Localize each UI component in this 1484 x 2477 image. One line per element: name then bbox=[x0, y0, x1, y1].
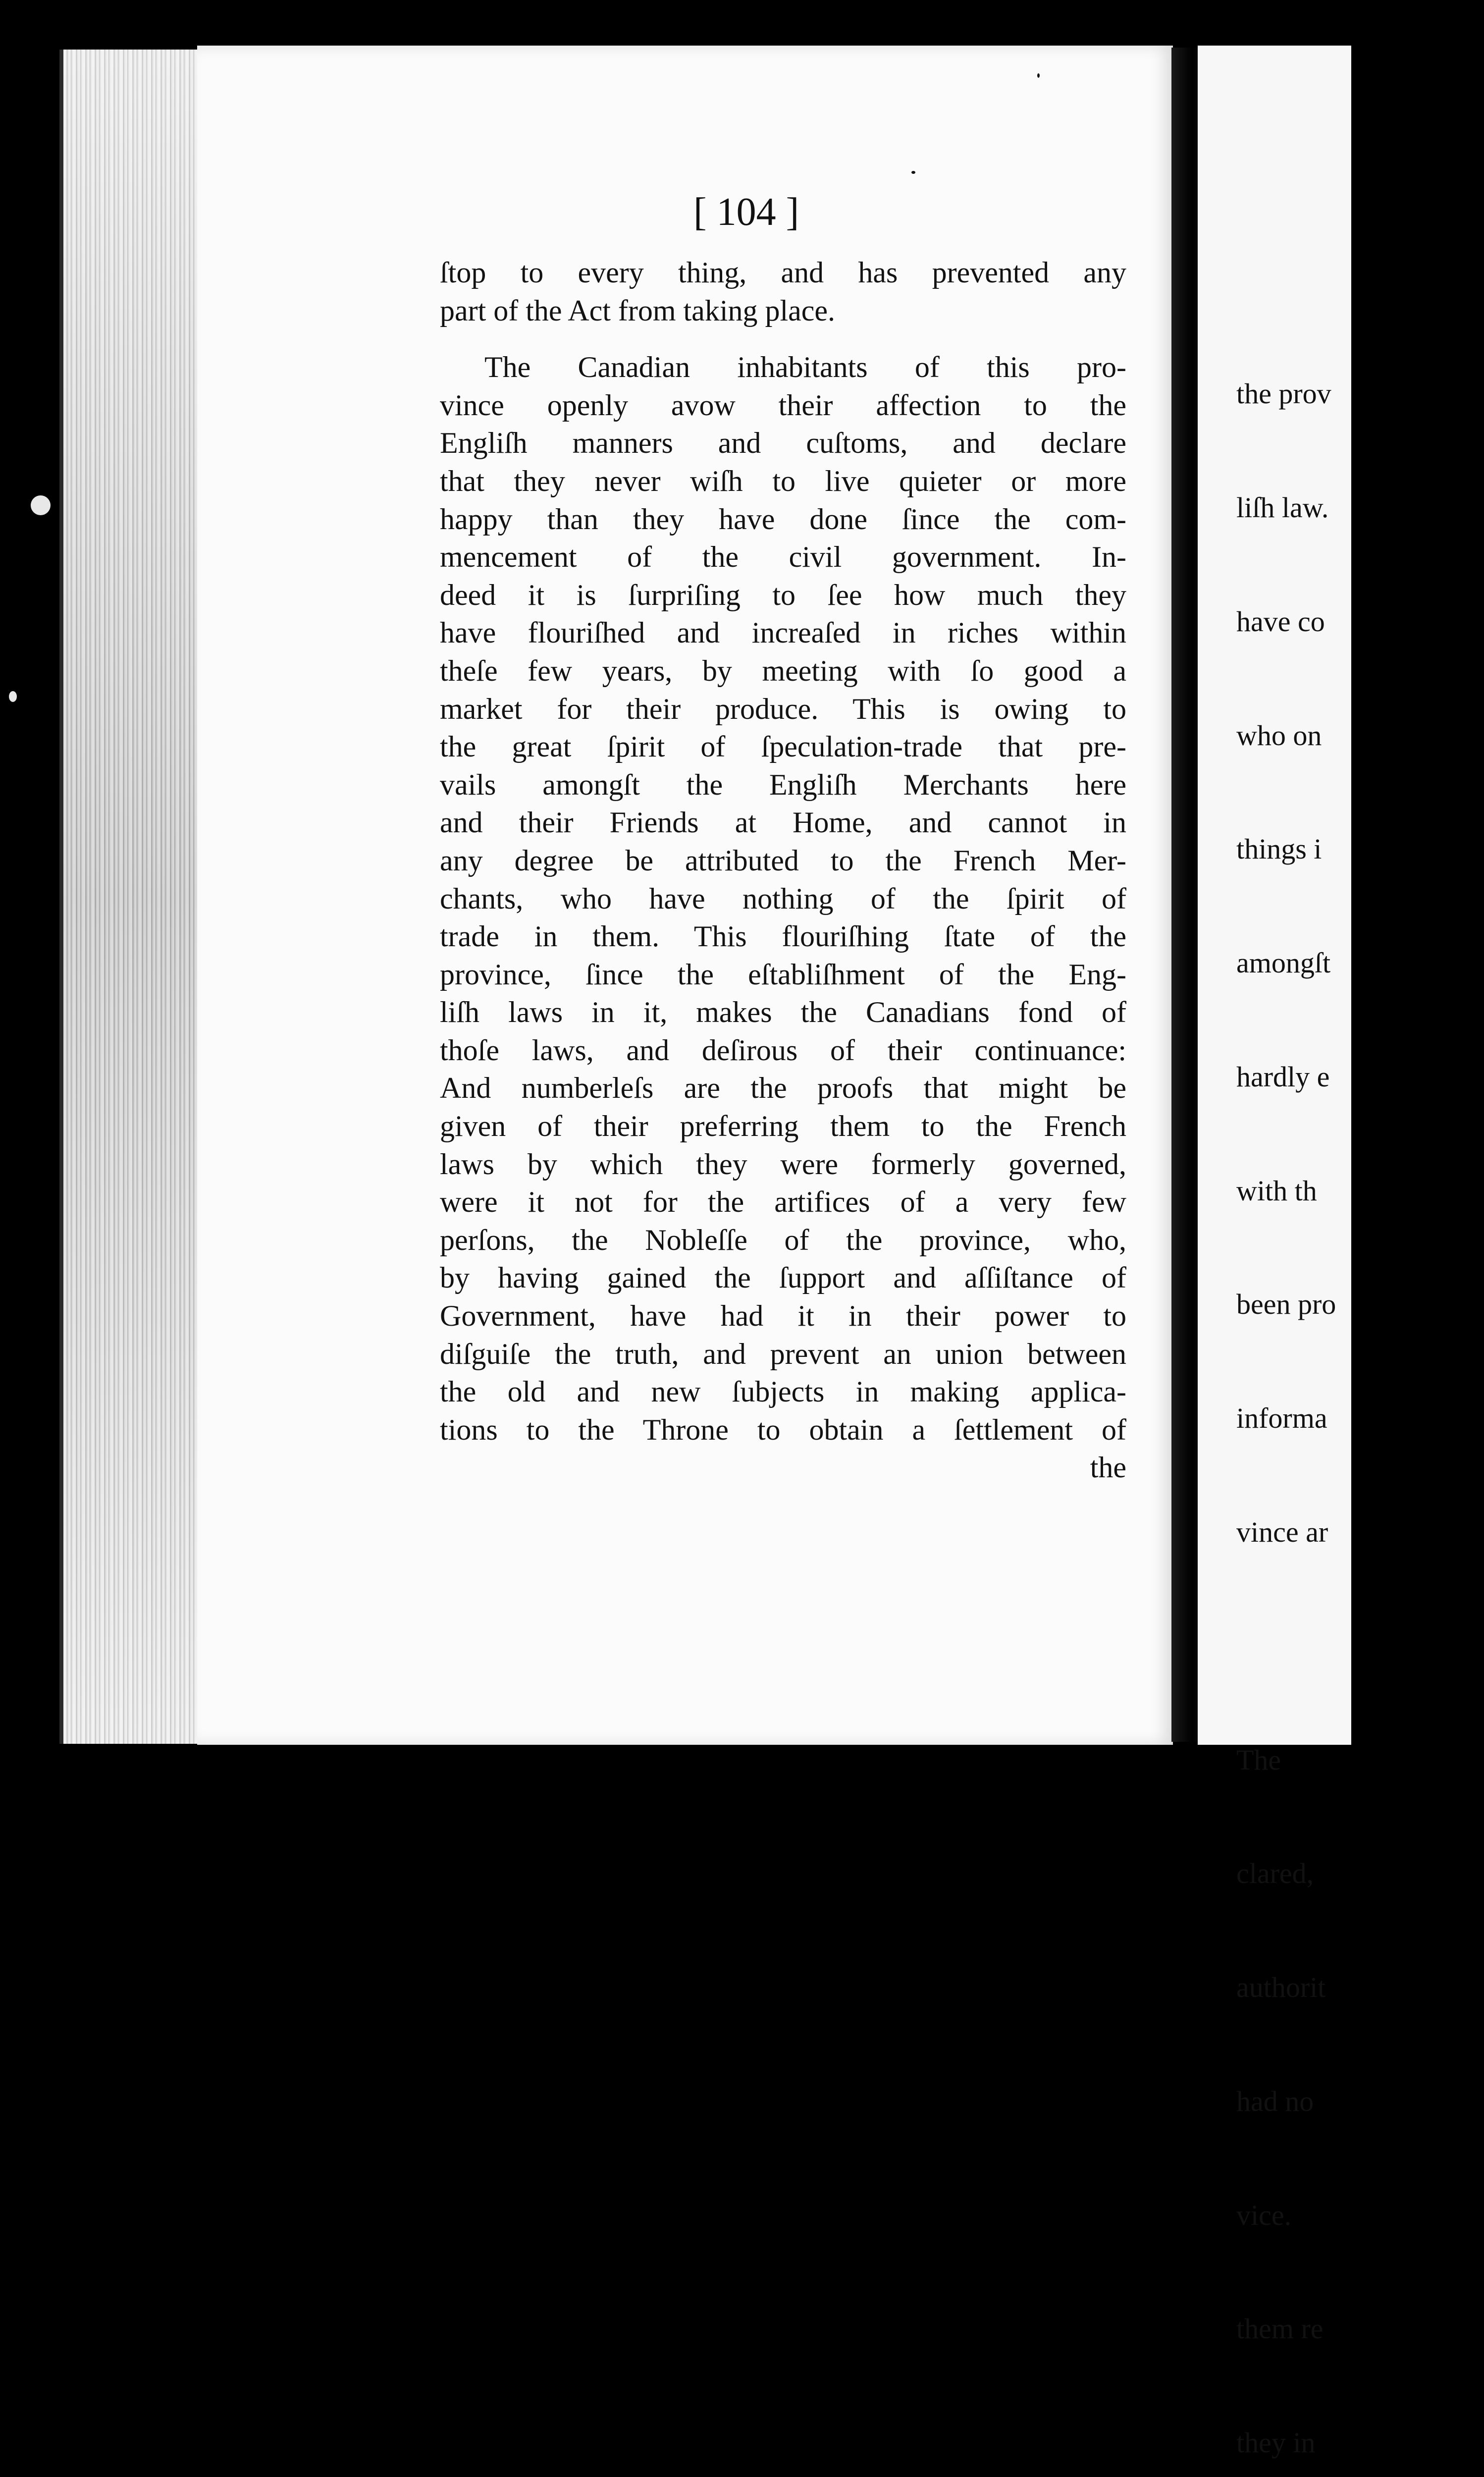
body-text bbox=[440, 254, 1126, 1487]
text-line: deed it is ſurpriſing to ſee how much they bbox=[440, 578, 1126, 611]
facing-line: they in bbox=[1236, 2426, 1316, 2459]
facing-line: the prov bbox=[1236, 377, 1331, 410]
facing-line: hardly e bbox=[1236, 1060, 1330, 1093]
text-line: province, ſince the eſtabliſhment of the Eng- bbox=[440, 958, 1126, 991]
facing-line: vince ar bbox=[1236, 1516, 1328, 1548]
page-edges bbox=[59, 50, 207, 1744]
text-line: Engliſh manners and cuſtoms, and declare bbox=[440, 427, 1126, 460]
facing-line: The bbox=[1236, 1743, 1281, 1776]
text-line: vails amongſt the Engliſh Merchants here bbox=[440, 768, 1126, 801]
text-line: liſh laws in it, makes the Canadians fond of bbox=[440, 996, 1126, 1029]
facing-page bbox=[1198, 46, 1351, 2459]
facing-line: vice. bbox=[1236, 2199, 1292, 2231]
facing-page-text bbox=[1236, 299, 1484, 2477]
text-line: diſguiſe the truth, and prevent an union between bbox=[440, 1337, 1126, 1370]
text-line: laws by which they were formerly governed, bbox=[440, 1147, 1126, 1181]
facing-line: had no bbox=[1236, 2085, 1314, 2117]
text-line: the old and new ſubjects in making applica- bbox=[440, 1375, 1126, 1408]
text-line: have flouriſhed and increaſed in riches within bbox=[440, 616, 1126, 649]
facing-line: liſh law. bbox=[1236, 491, 1329, 524]
facing-line: things i bbox=[1236, 833, 1322, 865]
facing-line: clared, bbox=[1236, 1857, 1314, 1890]
text-line: that they never wiſh to live quieter or more bbox=[440, 464, 1126, 497]
facing-line: who on bbox=[1236, 719, 1322, 752]
text-line: mencement of the civil government. In- bbox=[440, 540, 1126, 574]
text-line: were it not for the artifices of a very few bbox=[440, 1185, 1126, 1219]
facing-line: been pro bbox=[1236, 1288, 1336, 1321]
text-line: thoſe laws, and deſirous of their continuance: bbox=[440, 1033, 1126, 1067]
facing-line: have co bbox=[1236, 605, 1325, 638]
text-line: market for their produce. This is owing to bbox=[440, 692, 1126, 725]
scanner-mark bbox=[9, 691, 17, 702]
text-line: Government, have had it in their power to bbox=[440, 1299, 1126, 1333]
text-line: vince openly avow their affection to the bbox=[440, 388, 1126, 422]
text-line: The Canadian inhabitants of this pro- bbox=[484, 351, 1126, 384]
catchword: the bbox=[1090, 1451, 1126, 1484]
page-header: [ 104 ] bbox=[693, 190, 799, 234]
text-line: by having gained the ſupport and aſſiſtance of bbox=[440, 1261, 1126, 1294]
text-line: perſons, the Nobleſſe of the province, who, bbox=[440, 1223, 1126, 1256]
text-line: And numberleſs are the proofs that might be bbox=[440, 1072, 1126, 1105]
text-line: part of the Act from taking place. bbox=[440, 294, 836, 327]
text-line: chants, who have nothing of the ſpirit of bbox=[440, 882, 1126, 915]
facing-line: authorit bbox=[1236, 1971, 1326, 2004]
text-line: tions to the Throne to obtain a ſettlement of bbox=[440, 1413, 1126, 1446]
text-line: and their Friends at Home, and cannot in bbox=[440, 806, 1126, 839]
facing-line bbox=[1236, 1627, 1484, 1666]
text-line: given of their preferring them to the French bbox=[440, 1110, 1126, 1143]
text-line: happy than they have done ſince the com- bbox=[440, 502, 1126, 536]
text-line: ſtop to every thing, and has prevented any bbox=[440, 256, 1126, 289]
facing-line: amongſt bbox=[1236, 947, 1331, 979]
text-line: trade in them. This flouriſhing ſtate of the bbox=[440, 920, 1126, 953]
ink-speck bbox=[911, 171, 915, 174]
facing-line: with th bbox=[1236, 1174, 1317, 1207]
scanner-mark bbox=[31, 495, 51, 515]
facing-line: informa bbox=[1236, 1402, 1327, 1435]
ink-speck bbox=[1037, 73, 1040, 78]
facing-line: them re bbox=[1236, 2313, 1324, 2345]
text-line: any degree be attributed to the French Mer- bbox=[440, 844, 1126, 877]
text-line: theſe few years, by meeting with ſo good a bbox=[440, 654, 1126, 687]
text-line: the great ſpirit of ſpeculation-trade that pre- bbox=[440, 730, 1126, 763]
